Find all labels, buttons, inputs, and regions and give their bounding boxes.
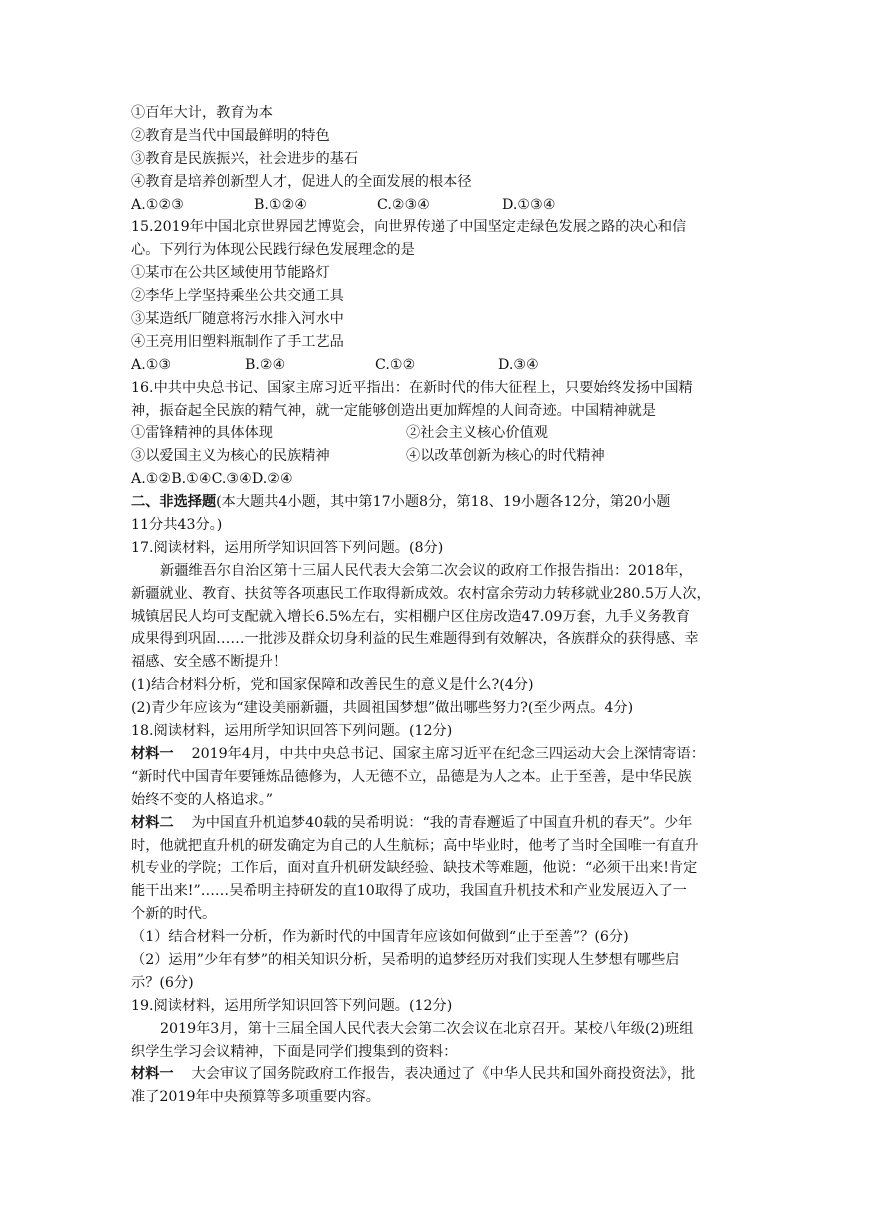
q18-material-1-label: 材料一: [131, 745, 174, 762]
q15-item-1: ①某市在公共区域使用节能路灯: [131, 265, 330, 282]
exam-page: [131, 102, 736, 1109]
q18-question-2-line-1: （2）运用”少年有梦”的相关知识分析，吴希明的追梦经历对我们实现人生梦想有哪些启: [131, 951, 680, 968]
q17-material-line-4: 成果得到巩固……一批涉及群众切身利益的民生难题得到有效解决，各族群众的获得感、幸: [131, 631, 699, 648]
q18-material-2-line-4: 能干出来!”……吴希明主持研发的直10取得了成功，我国直升机技术和产业发展迈入了一: [131, 883, 687, 900]
q18-material-2-line-5: 个新的时代。: [131, 906, 217, 923]
q18-material-2-line-1: [131, 812, 736, 835]
q18-material-1-line-3: 始终不变的人格追求。”: [131, 791, 274, 808]
section-2-desc-line-1: (本大题共4小题，其中第17小题8分，第18、19小题各12分，第20小题: [216, 494, 671, 511]
q14-item-4: ④教育是培养创新型人才，促进人的全面发展的根本径: [131, 173, 472, 190]
q16-item-1: ①雷锋精神的具体体现: [131, 425, 273, 442]
q18-question-1: （1）结合材料一分析，作为新时代的中国青年应该如何做到“止于至善”？(6分): [131, 929, 629, 946]
q15-item-3: ③某造纸厂随意将污水排入河水中: [131, 311, 344, 328]
section-2-title: 二、非选择题: [131, 494, 217, 511]
q14-item-3: ③教育是民族振兴，社会进步的基石: [131, 150, 359, 167]
q16-item-3: ③以爱国主义为核心的民族精神: [131, 448, 330, 465]
q18-question-2-line-2: 示？(6分): [131, 974, 194, 991]
q15-stem-line-1: 15.2019年中国北京世界园艺博览会，向世界传递了中国坚定走绿色发展之路的决心和信: [131, 219, 687, 236]
q16-stem-line-2: 神，振奋起全民族的精气神，就一定能够创造出更加辉煌的人间奇迹。中国精神就是: [131, 402, 656, 419]
q15-option-a: A.①③: [131, 356, 172, 373]
q16-stem-line-1: 16.中共中央总书记、国家主席习近平指出：在新时代的伟大征程上，只要始终发扬中国精: [131, 379, 693, 396]
q16-item-2: ②社会主义核心价值观: [406, 425, 548, 442]
q14-options: [131, 194, 736, 217]
section-2-desc-line-2: 11分共43分。): [131, 517, 223, 534]
q15-option-d: D.③④: [498, 356, 539, 373]
q19-intro-line-2: 织学生学习会议精神，下面是同学们搜集到的资料：: [131, 1043, 458, 1060]
q19-stem: 19.阅读材料，运用所学知识回答下列问题。(12分): [131, 997, 453, 1014]
q14-item-2: ②教育是当代中国最鲜明的特色: [131, 127, 330, 144]
q15-option-b: B.②④: [245, 356, 286, 373]
q17-question-1: (1)结合材料分析，党和国家保障和改善民生的意义是什么?(4分): [131, 677, 534, 694]
q17-material-line-3: 城镇居民人均可支配就入增长6.5%左右，实相棚户区住房改造47.09万套，九手义务教育: [131, 608, 691, 625]
q18-material-2-line-2: 时，他就把直升机的研发确定为自己的人生航标；高中毕业时，他考了当时全国唯一有直升: [131, 837, 699, 854]
q17-material-line-5: 福感、安全感不断提升！: [131, 654, 288, 671]
q15-item-2: ②李华上学坚持乘坐公共交通工具: [131, 288, 344, 305]
q15-options: [131, 354, 736, 377]
q18-material-1-line-2: “新时代中国青年要锤炼品德修为，人无德不立，品德是为人之本。止于至善，是中华民族: [131, 768, 692, 785]
q14-option-b: B.①②④: [254, 196, 308, 213]
q14-option-a: A.①②③: [131, 196, 184, 213]
q16-item-4: ④以改革创新为核心的时代精神: [406, 448, 605, 465]
q18-material-1-text: 2019年4月，中共中央总书记、国家主席习近平在纪念三四运动大会上深情寄语：: [191, 745, 705, 762]
q17-stem: 17.阅读材料，运用所学知识回答下列问题。(8分): [131, 539, 444, 556]
q15-stem-line-2: 心。下列行为体现公民践行绿色发展理念的是: [131, 242, 415, 259]
q18-material-2-text: 为中国直升机追梦40载的吴希明说：“我的青春邂逅了中国直升机的春天”。少年: [191, 814, 693, 831]
q17-material-line-1: 新疆维吾尔自治区第十三届人民代表大会第二次会议的政府工作报告指出：2018年，: [160, 562, 693, 579]
q19-material-1-label: 材料一: [131, 1066, 174, 1083]
q18-material-1-line-1: [131, 743, 736, 766]
q16-options: A.①②B.①④C.③④D.②④: [131, 471, 293, 488]
section-2-header: [131, 491, 736, 514]
q15-item-4: ④王亮用旧塑料瓶制作了手工艺品: [131, 333, 344, 350]
q17-material-line-2: 新疆就业、教育、扶贫等各项惠民工作取得新成效。农村富余劳动力转移就业280.5万人次，: [131, 585, 711, 602]
q14-option-d: D.①③④: [502, 196, 556, 213]
q16-items-row-2: [131, 445, 736, 468]
q15-option-c: C.①②: [375, 356, 416, 373]
q18-stem: 18.阅读材料，运用所学知识回答下列问题。(12分): [131, 723, 453, 740]
q16-items-row-1: [131, 422, 736, 445]
q14-option-c: C.②③④: [377, 196, 431, 213]
q19-material-1-text: 大会审议了国务院政府工作报告，表决通过了《中华人民共和国外商投资法》，批: [191, 1066, 696, 1083]
q19-material-1-line-2: 准了2019年中央预算等多项重要内容。: [131, 1089, 380, 1106]
q18-material-2-label: 材料二: [131, 814, 174, 831]
q19-material-1-line-1: [131, 1063, 736, 1086]
q19-intro-line-1: 2019年3月，第十三届全国人民代表大会第二次会议在北京召开。某校八年级(2)班组: [160, 1020, 694, 1037]
q17-question-2: (2)青少年应该为“建设美丽新疆，共圆祖国梦想”做出哪些努力?(至少两点。4分): [131, 700, 634, 717]
q18-material-2-line-3: 机专业的学院；工作后，面对直升机研发缺经验、缺技术等难题，他说：“必须干出来!肯定: [131, 860, 698, 877]
q14-item-1: ①百年大计，教育为本: [131, 105, 273, 121]
